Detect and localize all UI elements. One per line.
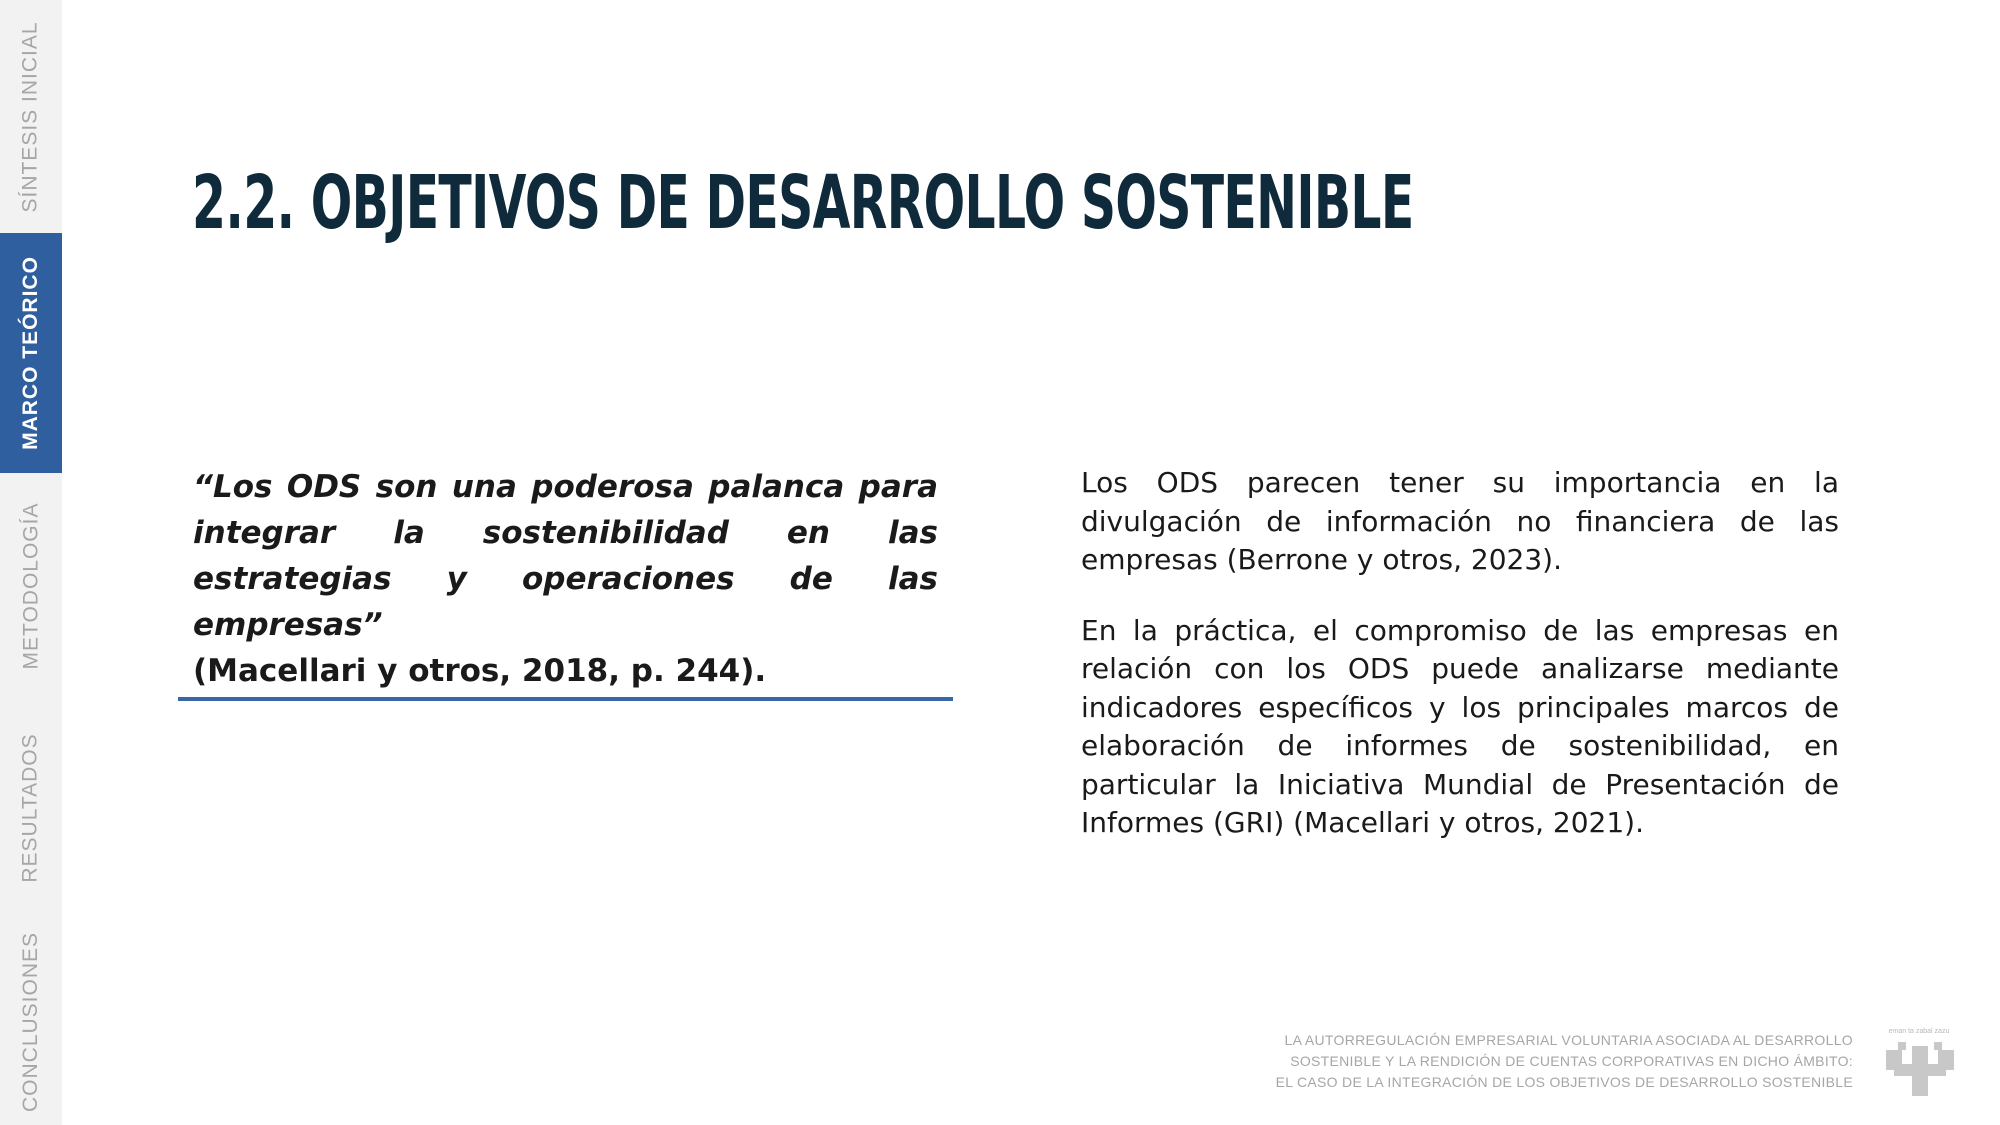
university-logo-icon bbox=[1884, 1040, 1956, 1098]
quote-divider bbox=[178, 697, 953, 701]
sidebar-item-label: RESULTADOS bbox=[19, 733, 42, 883]
sidebar-item-conclusiones[interactable] bbox=[0, 918, 62, 1125]
footer-line: LA AUTORREGULACIÓN EMPRESARIAL VOLUNTARIA ASOCIADA AL DESARROLLO bbox=[1284, 1032, 1853, 1048]
sidebar-item-marco-teorico[interactable] bbox=[0, 233, 62, 473]
sidebar-nav bbox=[0, 0, 62, 1125]
sidebar-item-sintesis-inicial[interactable] bbox=[0, 0, 62, 233]
paragraph-1: Los ODS parecen tener su importancia en la divulgación de información no financiera de las empresas (Berrone y otros, 2023). bbox=[1081, 466, 1839, 576]
page-title: 2.2. OBJETIVOS DE DESARROLLO SOSTENIBLE bbox=[192, 160, 1414, 246]
body-text bbox=[1081, 464, 1839, 875]
sidebar-item-label: SÍNTESIS INICIAL bbox=[19, 20, 43, 213]
quote-block bbox=[193, 464, 938, 694]
paragraph-2: En la práctica, el compromiso de las empresas en relación con los ODS puede analizarse mediante indicadores específicos y los principales marcos de elaboración de informes de sostenibilidad, en particular la Iniciativa Mundial de Presentación de Informes (GRI) (Macellari y otros, 2021). bbox=[1081, 613, 1839, 839]
sidebar-item-label: MARCO TEÓRICO bbox=[19, 256, 43, 450]
sidebar-item-label: METODOLOGÍA bbox=[19, 502, 43, 669]
footer-line: SOSTENIBLE Y LA RENDICIÓN DE CUENTAS CORPORATIVAS EN DICHO ÁMBITO: bbox=[1290, 1053, 1853, 1069]
sidebar-item-resultados[interactable] bbox=[0, 698, 62, 918]
quote-text: “Los ODS son una poderosa palanca para integrar la sostenibilidad en las estrategias y operaciones de las empresas” bbox=[193, 469, 938, 643]
sidebar-item-label: CONCLUSIONES bbox=[19, 931, 42, 1112]
quote-citation: (Macellari y otros, 2018, p. 244). bbox=[193, 653, 767, 689]
logo-caption: eman ta zabal zazu bbox=[1888, 1028, 1950, 1035]
sidebar-item-metodologia[interactable] bbox=[0, 473, 62, 698]
footer-line: EL CASO DE LA INTEGRACIÓN DE LOS OBJETIVOS DE DESARROLLO SOSTENIBLE bbox=[1275, 1074, 1853, 1090]
footer-caption bbox=[1153, 1030, 1853, 1093]
university-logo bbox=[1878, 1028, 1960, 1098]
